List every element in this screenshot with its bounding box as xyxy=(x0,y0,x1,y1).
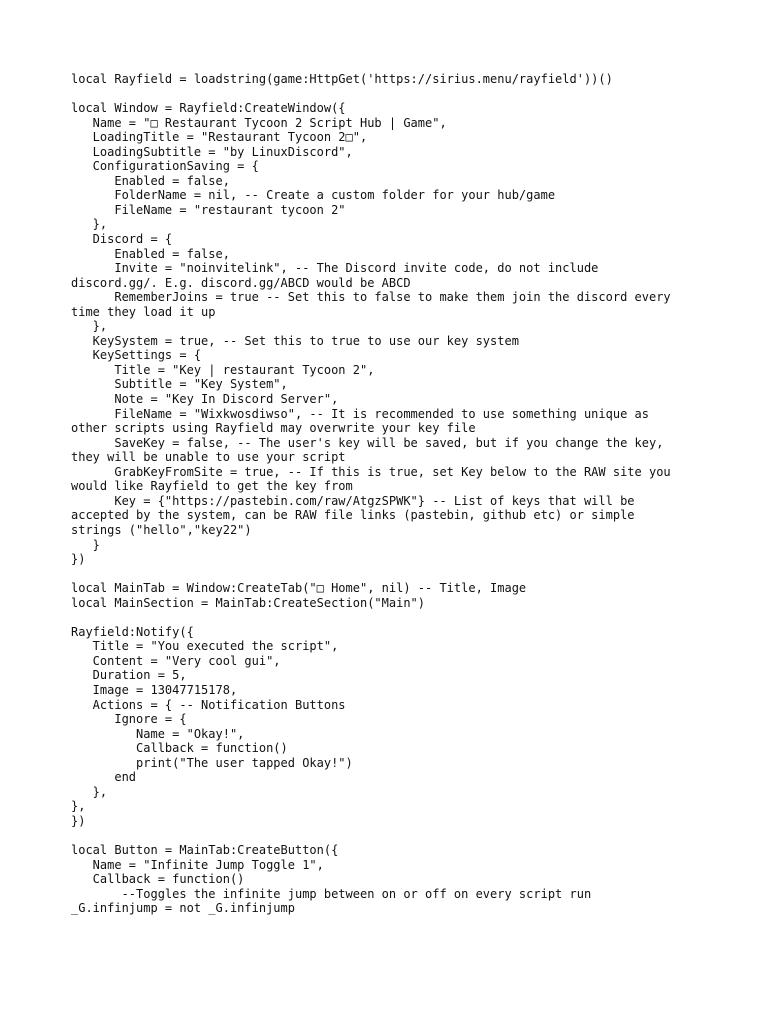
code-line: accepted by the system, can be RAW file links (pastebin, github etc) or simple xyxy=(71,508,635,523)
code-line: end xyxy=(71,770,137,785)
code-line: --Toggles the infinite jump between on or off on every script run xyxy=(71,886,592,901)
code-line: LoadingSubtitle = "by LinuxDiscord", xyxy=(71,144,353,159)
code-line: SaveKey = false, -- The user's key will be saved, but if you change the key, xyxy=(71,435,664,450)
code-line: Subtitle = "Key System", xyxy=(71,377,288,392)
code-line: FolderName = nil, -- Create a custom folder for your hub/game xyxy=(71,188,556,203)
code-line xyxy=(71,567,721,582)
code-line: RememberJoins = true -- Set this to false to make them join the discord every xyxy=(71,290,671,305)
code-line: }, xyxy=(71,799,86,814)
code-line: Title = "You executed the script", xyxy=(71,639,339,654)
code-line: strings ("hello","key22") xyxy=(71,522,252,537)
code-line: LoadingTitle = "Restaurant Tycoon 2□", xyxy=(71,130,368,145)
document-page xyxy=(71,72,721,916)
code-line: Key = {"https://pastebin.com/raw/AtgzSPWK"} -- List of keys that will be xyxy=(71,493,635,508)
code-line xyxy=(71,610,721,625)
code-line: local MainTab = Window:CreateTab("□ Home", nil) -- Title, Image xyxy=(71,581,527,596)
code-line: Name = "□ Restaurant Tycoon 2 Script Hub | Game", xyxy=(71,115,447,130)
code-line: local Window = Rayfield:CreateWindow({ xyxy=(71,101,346,116)
code-line: }) xyxy=(71,552,86,567)
code-line: Name = "Okay!", xyxy=(71,726,245,741)
code-line: other scripts using Rayfield may overwrite your key file xyxy=(71,421,476,436)
code-line: Content = "Very cool gui", xyxy=(71,653,281,668)
code-line: local MainSection = MainTab:CreateSection("Main") xyxy=(71,595,426,610)
code-line: Ignore = { xyxy=(71,712,187,727)
code-line xyxy=(71,828,721,843)
code-line: Title = "Key | restaurant Tycoon 2", xyxy=(71,362,375,377)
code-line: }) xyxy=(71,813,86,828)
code-line: local Rayfield = loadstring(game:HttpGet('https://sirius.menu/rayfield'))() xyxy=(71,72,613,86)
code-line: Enabled = false, xyxy=(71,173,230,188)
code-line: Duration = 5, xyxy=(71,668,187,683)
code-line: }, xyxy=(71,319,108,334)
code-line: FileName = "restaurant tycoon 2" xyxy=(71,202,346,217)
code-line: }, xyxy=(71,784,108,799)
code-line: Rayfield:Notify({ xyxy=(71,624,194,639)
code-line: time they load it up xyxy=(71,304,216,319)
code-line: they will be unable to use your script xyxy=(71,450,346,465)
code-line: discord.gg/. E.g. discord.gg/ABCD would be ABCD xyxy=(71,275,411,290)
code-line: Image = 13047715178, xyxy=(71,682,238,697)
code-line: } xyxy=(71,537,100,552)
code-line: Enabled = false, xyxy=(71,246,230,261)
code-line: Invite = "noinvitelink", -- The Discord invite code, do not include xyxy=(71,261,599,276)
code-line: GrabKeyFromSite = true, -- If this is true, set Key below to the RAW site you xyxy=(71,464,671,479)
code-line: Callback = function() xyxy=(71,741,288,756)
code-block xyxy=(71,72,721,916)
code-line: _G.infinjump = not _G.infinjump xyxy=(71,901,295,916)
code-line: KeySystem = true, -- Set this to true to use our key system xyxy=(71,333,519,348)
code-line: KeySettings = { xyxy=(71,348,202,363)
code-line: FileName = "Wixkwosdiwso", -- It is recommended to use something unique as xyxy=(71,406,649,421)
code-line: Callback = function() xyxy=(71,872,245,887)
code-line: would like Rayfield to get the key from xyxy=(71,479,353,494)
code-line: ConfigurationSaving = { xyxy=(71,159,259,174)
code-line: Name = "Infinite Jump Toggle 1", xyxy=(71,857,324,872)
code-line: local Button = MainTab:CreateButton({ xyxy=(71,842,339,857)
code-line: Actions = { -- Notification Buttons xyxy=(71,697,346,712)
code-line: print("The user tapped Okay!") xyxy=(71,755,353,770)
code-line: Note = "Key In Discord Server", xyxy=(71,392,339,407)
code-line: Discord = { xyxy=(71,232,173,247)
code-line xyxy=(71,87,721,102)
code-line: }, xyxy=(71,217,108,232)
